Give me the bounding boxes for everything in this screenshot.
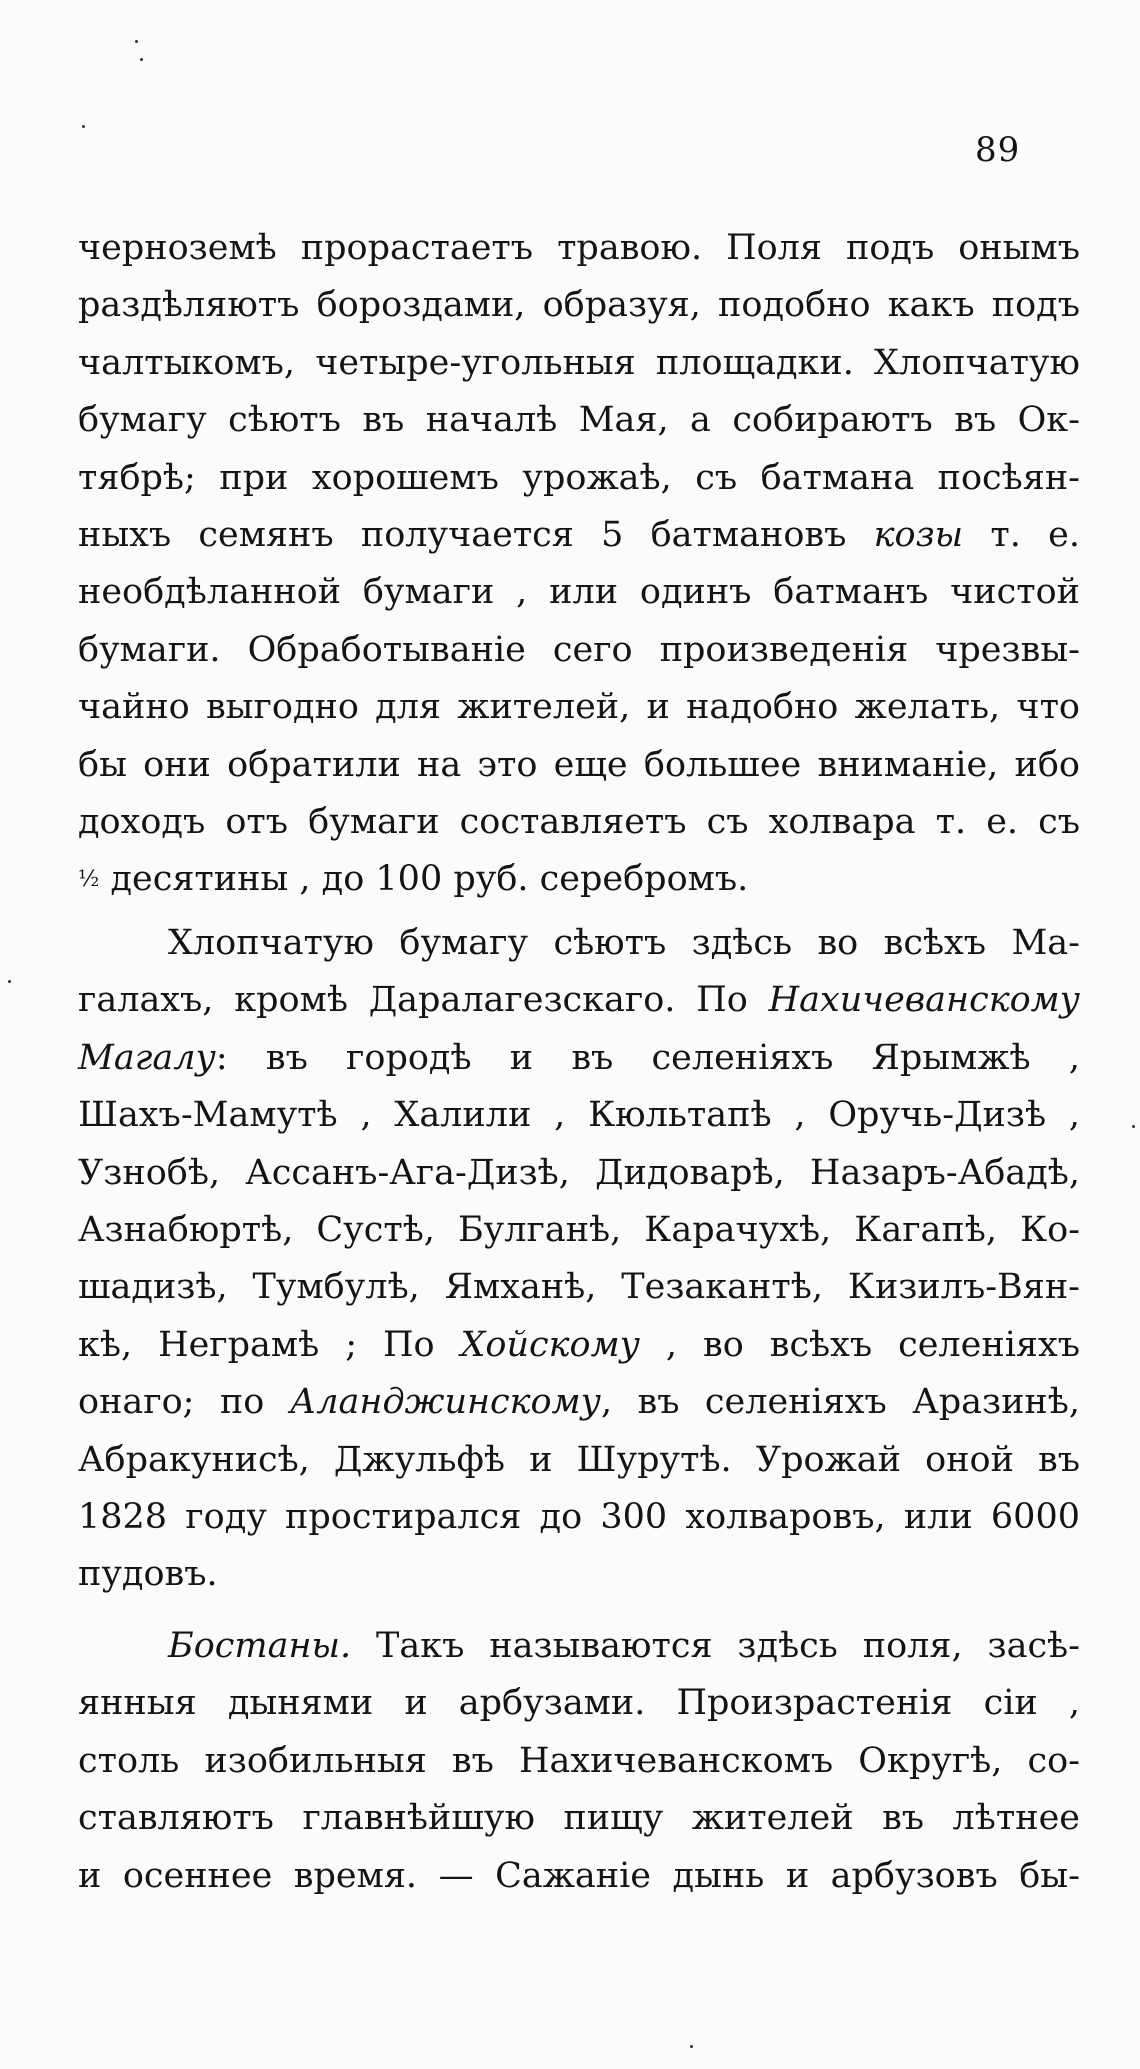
text-line: чалтыкомъ, четыре-угольныя площадки. Хлопчатую xyxy=(78,342,1080,383)
paragraph-bostany xyxy=(78,1618,1080,1905)
text-line xyxy=(78,1618,1080,1675)
text-line: Шахъ-Мамутѣ , Халили , Кюльтапѣ , Оручь-Дизѣ , xyxy=(78,1095,1080,1136)
text-line: тябрѣ; при хорошемъ урожаѣ, съ батмана посѣян- xyxy=(78,457,1080,498)
text-line: доходъ отъ бумаги составляетъ съ холвара т. е. съ xyxy=(78,802,1080,843)
text-line xyxy=(78,1317,1080,1374)
scan-speck xyxy=(135,40,138,43)
text-line: бы они обратили на это еще большее вниманіе, ибо xyxy=(78,744,1080,785)
fraction-half: ½ xyxy=(78,867,100,893)
text-segment: кѣ, Неграмѣ ; По xyxy=(78,1324,435,1365)
text-line: Азнабюртѣ, Сустѣ, Булганѣ, Карачухѣ, Кагапѣ, Ко- xyxy=(78,1210,1080,1251)
text-line: янныя дынями и арбузами. Произрастенія сіи , xyxy=(78,1683,1080,1724)
scan-speck xyxy=(140,58,143,61)
text-line: и осеннее время. — Сажаніе дынь и арбузовъ бы- xyxy=(78,1855,1080,1896)
text-segment: , въ селеніяхъ Аразинѣ, xyxy=(600,1382,1080,1423)
text-line: 1828 году простирался до 300 холваровъ, или 6000 xyxy=(78,1497,1080,1538)
scan-speck xyxy=(690,2045,693,2048)
text-segment: , во всѣхъ селеніяхъ xyxy=(665,1324,1080,1365)
page-number: 89 xyxy=(975,130,1021,170)
paragraph-cotton-regions xyxy=(78,915,1080,1604)
scan-speck xyxy=(1132,1125,1135,1128)
text-line: чайно выгодно для жителей, и надобно желать, что xyxy=(78,687,1080,728)
italic-term: Хойскому xyxy=(460,1324,640,1365)
text-line: бумагу сѣютъ въ началѣ Мая, а собираютъ въ Ок- xyxy=(78,400,1080,441)
text-line xyxy=(78,507,1080,564)
text-line: Абракунисѣ, Джульфѣ и Шурутѣ. Урожай оной въ xyxy=(78,1439,1080,1480)
italic-term: Аланджинскому xyxy=(289,1382,601,1423)
text-line: бумаги. Обработываніе сего произведенія чрезвы- xyxy=(78,629,1080,670)
paragraph-cotton-cultivation xyxy=(78,220,1080,909)
text-line: необдѣланной бумаги , или одинъ батманъ чистой xyxy=(78,572,1080,613)
text-line xyxy=(78,972,1080,1029)
text-line: шадизѣ, Тумбулѣ, Ямханѣ, Тезакантѣ, Кизилъ-Вян- xyxy=(78,1267,1080,1308)
text-segment: десятины , до 100 руб. серебромъ. xyxy=(110,859,749,900)
text-segment: т. е. xyxy=(990,515,1080,556)
text-line xyxy=(78,1030,1080,1087)
italic-term: козы xyxy=(873,515,964,556)
italic-term: Магалу xyxy=(78,1037,216,1078)
text-line xyxy=(78,1374,1080,1431)
text-segment: онаго; по xyxy=(78,1382,265,1423)
text-line: пудовъ. xyxy=(78,1554,218,1595)
text-line xyxy=(78,851,1080,908)
text-line: Хлопчатую бумагу сѣютъ здѣсь во всѣхъ Ма- xyxy=(168,923,1080,963)
text-line: Узнобѣ, Ассанъ-Ага-Дизѣ, Дидоварѣ, Назаръ-Абадѣ, xyxy=(78,1152,1080,1193)
text-segment: : въ городѣ и въ селеніяхъ Ярымжѣ , xyxy=(215,1037,1080,1078)
text-segment: ныхъ семянъ получается 5 батмановъ xyxy=(78,515,847,556)
scan-speck xyxy=(82,125,85,128)
italic-term: Нахичеванскому xyxy=(768,980,1080,1021)
scan-speck xyxy=(8,980,11,983)
text-segment: Такъ называются здѣсь поля, засѣ- xyxy=(376,1626,1080,1666)
section-term: Бостаны. xyxy=(168,1626,352,1666)
text-line: столь изобильныя въ Нахичеванскомъ Округѣ, со- xyxy=(78,1740,1080,1781)
text-line: раздѣляютъ бороздами, образуя, подобно какъ подъ xyxy=(78,285,1080,326)
text-line: ставляютъ главнѣйшую пищу жителей въ лѣтнее xyxy=(78,1798,1080,1839)
text-line: черноземѣ прорастаетъ травою. Поля подъ онымъ xyxy=(78,228,1080,268)
text-segment: галахъ, кромѣ Даралагезскаго. По xyxy=(78,980,748,1021)
